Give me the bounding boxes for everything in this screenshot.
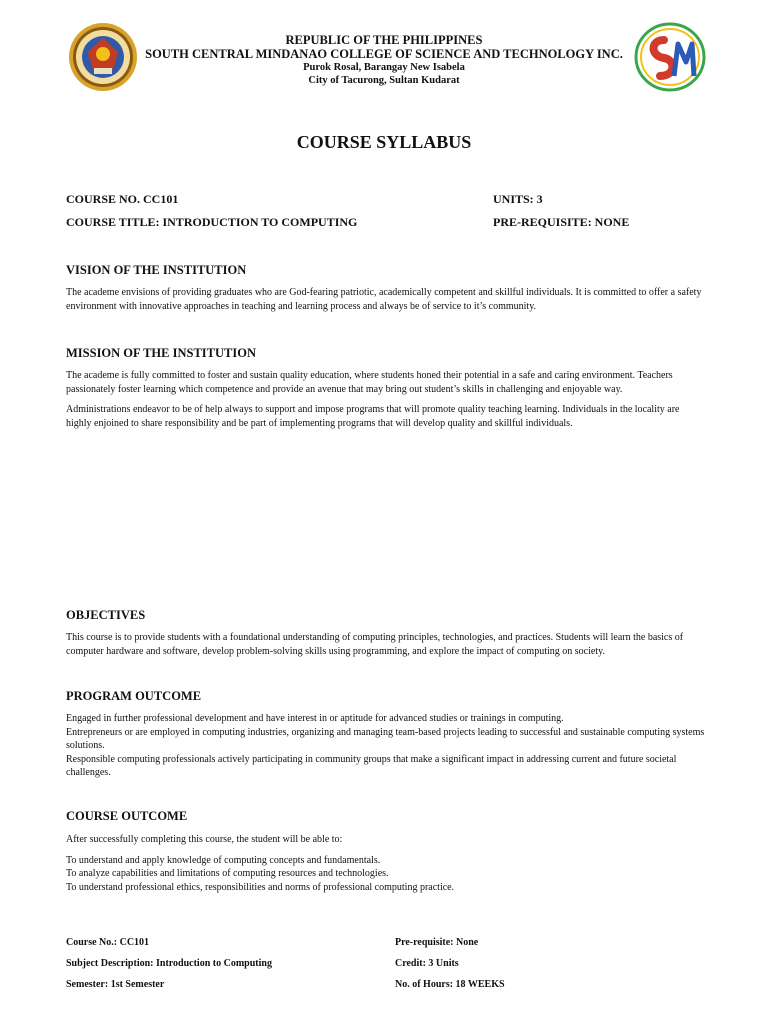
institution-header [130,33,638,87]
program-outcome-list [66,712,706,780]
course-outcome-block [66,833,706,894]
header-college-name: SOUTH CENTRAL MINDANAO COLLEGE OF SCIENCE AND TECHNOLOGY INC. [145,47,623,61]
header-country: REPUBLIC OF THE PHILIPPINES [285,33,483,47]
course-outcome-item: To understand professional ethics, responsibilities and norms of professional computing practice. [66,881,455,893]
vision-paragraph: The academe envisions of providing graduates who are God-fearing patriotic, academically competent and skillful individuals. It is committed to offer a safety environment with innovative approaches in teaching and learning process and always be of service to it’s community. [66,287,702,312]
course-number: COURSE NO. CC101 [66,192,179,206]
course-prerequisite: PRE-REQUISITE: NONE [493,215,630,229]
footer-prerequisite: Pre-requisite: None [395,937,479,948]
objectives-heading: OBJECTIVES [66,608,146,622]
program-outcome-item: Responsible computing professionals actively participating in community groups that make a significant impact in addressing current and future societal challenges. [66,753,677,778]
mission-heading: MISSION OF THE INSTITUTION [66,346,256,360]
footer-course-number: Course No.: CC101 [66,937,150,948]
program-outcome-heading: PROGRAM OUTCOME [66,689,202,703]
vision-heading: VISION OF THE INSTITUTION [66,263,247,277]
objectives-text [66,631,706,658]
objectives-paragraph: This course is to provide students with a foundational understanding of computing principles, technologies, and practices. Students will learn the basics of computer hardware and software, develop problem-solving skills using programming, and explore the impact of computing on society. [66,632,684,657]
sm-college-logo [634,22,706,92]
program-outcome-item: Entrepreneurs or are employed in computing industries, organizing and managing team-based projects leading to successful and sustainable computing systems solutions. [66,726,705,751]
footer-hours: No. of Hours: 18 WEEKS [395,979,505,990]
mission-paragraph-1: The academe is fully committed to foster and sustain quality education, where students honed their potential in a safe and caring environment. Teachers passionately foster learning which competence and provide an avenue that may bring out student’s skills in challenging and enjoyable way. [66,370,673,395]
course-outcome-intro: After successfully completing this course, the student will be able to: [66,834,343,845]
footer-semester: Semester: 1st Semester [66,979,165,990]
document-title: COURSE SYLLABUS [296,132,472,152]
footer-subject-description: Subject Description: Introduction to Computing [66,958,272,969]
course-units: UNITS: 3 [493,192,543,206]
header-address-street: Purok Rosal, Barangay New Isabela [303,62,465,73]
program-outcome-item: Engaged in further professional development and have interest in or aptitude for advanced studies or trainings in computing. [66,713,564,724]
course-outcome-item: To analyze capabilities and limitations of computing resources and technologies. [66,868,389,879]
vision-text [66,286,706,313]
course-outcome-heading: COURSE OUTCOME [66,809,188,823]
footer-credit: Credit: 3 Units [395,958,459,969]
mission-paragraph-2: Administrations endeavor to be of help always to support and impose programs that will promote quality teaching learning. Individuals in the locality are highly enjoined to share responsibility and be part of implementing programs that will develop quality and skillful individuals. [66,404,680,429]
course-outcome-item: To understand and apply knowledge of computing concepts and fundamentals. [66,854,381,866]
mission-text [66,369,706,430]
school-seal-logo [68,22,138,92]
header-address-city: City of Tacurong, Sultan Kudarat [308,75,460,86]
course-title: COURSE TITLE: INTRODUCTION TO COMPUTING [66,215,358,229]
